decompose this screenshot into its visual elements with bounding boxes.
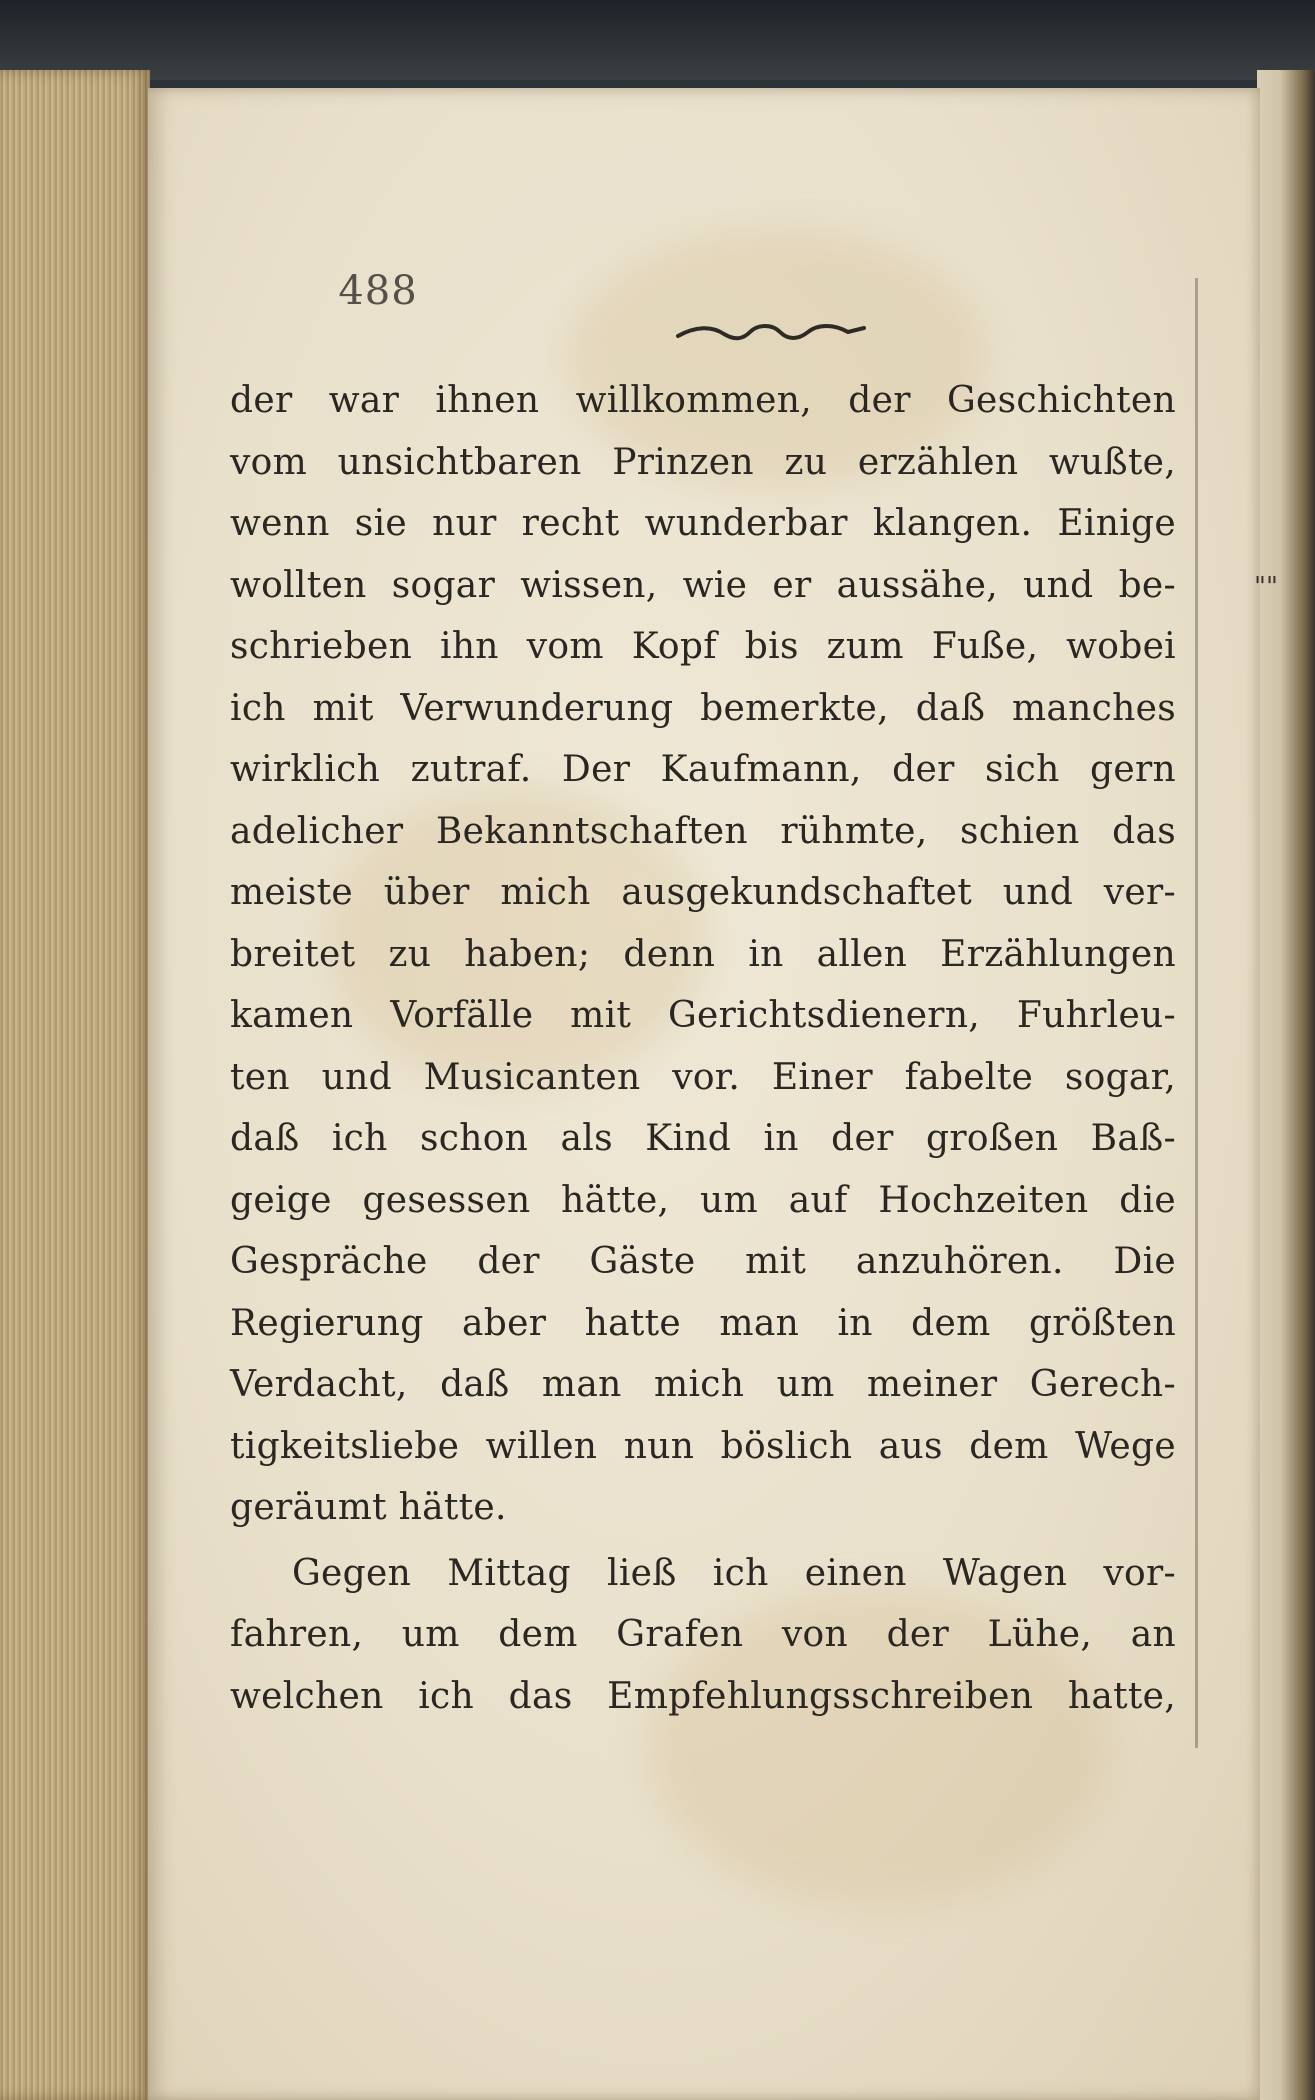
text-line: Regierung aber hatte man in dem größten [230,1302,1176,1344]
book-right-edge [1257,70,1315,2100]
text-line: Gespräche der Gäste mit anzuhören. Die [230,1241,1176,1282]
text-line: tigkeitsliebe willen nun böslich aus dem Wege [230,1425,1176,1467]
margin-mark: "" [1254,572,1278,602]
book-page-edges [0,70,150,2100]
text-line: wenn sie nur recht wunderbar klangen. Einige [230,503,1176,544]
text-line: geige gesessen hätte, um auf Hochzeiten die [230,1179,1176,1221]
text-line: Verdacht, daß man mich um meiner Gerech- [230,1364,1176,1405]
paragraph-first-line: Gegen Mittag ließ ich einen Wagen vor- [292,1552,1176,1594]
text-line: welchen ich das Empfehlungsschreiben hatte, [230,1675,1176,1717]
text-line: adelicher Bekanntschaften rühmte, schien das [230,810,1176,852]
text-line: breitet zu haben; denn in allen Erzählungen [230,933,1176,975]
text-line: fahren, um dem Grafen von der Lühe, an [230,1614,1176,1655]
text-line: wollten sogar wissen, wie er aussähe, und be- [230,564,1176,606]
text-line: wirklich zutraf. Der Kaufmann, der sich gern [230,749,1176,790]
text-line: ten und Musicanten vor. Einer fabelte sogar, [230,1056,1176,1098]
text-line: geräumt hätte. [230,1487,507,1528]
body-text [230,370,1176,1727]
binding-shadow-line [1195,278,1198,1748]
text-line: meiste über mich ausgekundschaftet und ver- [230,872,1176,913]
scan-top-shadow [0,0,1315,80]
text-line: schrieben ihn vom Kopf bis zum Fuße, wobei [230,626,1176,667]
text-line: kamen Vorfälle mit Gerichtsdienern, Fuhrleu- [230,995,1176,1036]
decorative-rule-ornament [676,318,866,348]
text-line: vom unsichtbaren Prinzen zu erzählen wußte, [230,441,1176,483]
text-line: daß ich schon als Kind in der großen Baß- [230,1118,1176,1159]
page-number: 488 [338,268,418,314]
text-line: ich mit Verwunderung bemerkte, daß manches [230,687,1176,729]
text-line: der war ihnen willkommen, der Geschichten [230,380,1176,421]
